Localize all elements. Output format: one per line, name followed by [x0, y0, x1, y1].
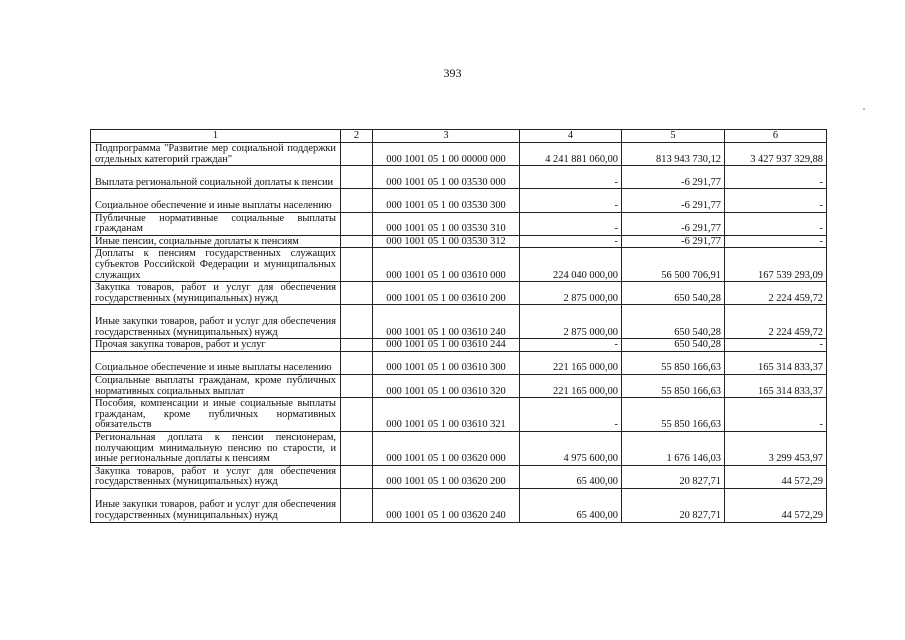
page-number: 393: [443, 66, 462, 80]
table-row: [91, 431, 827, 465]
row-col2-cell: [341, 189, 373, 212]
row-col2-cell: [341, 166, 373, 189]
column-header-4: 4: [520, 130, 622, 143]
budget-code-cell: 000 1001 05 1 00 03620 000: [373, 431, 520, 465]
unexecuted-amount-cell: 3 299 453,97: [725, 431, 827, 465]
approved-amount-cell: 65 400,00: [520, 465, 622, 488]
approved-amount-cell: -: [520, 398, 622, 432]
row-name-cell: Иные пенсии, социальные доплаты к пенсиям: [91, 235, 341, 248]
executed-amount-cell: -6 291,77: [622, 166, 725, 189]
row-name-cell: Иные закупки товаров, работ и услуг для обеспечения государственных (муниципальных) нужд: [91, 305, 341, 339]
executed-amount-cell: 55 850 166,63: [622, 351, 725, 374]
table-row: [91, 143, 827, 166]
table-row: [91, 282, 827, 305]
row-name-cell: Закупка товаров, работ и услуг для обеспечения государственных (муниципальных) нужд: [91, 465, 341, 488]
column-header-5: 5: [622, 130, 725, 143]
table-row: [91, 398, 827, 432]
table-row: [91, 166, 827, 189]
budget-code-cell: 000 1001 05 1 00 03610 240: [373, 305, 520, 339]
budget-code-cell: 000 1001 05 1 00 03530 312: [373, 235, 520, 248]
table-row: [91, 339, 827, 352]
row-name-cell: Публичные нормативные социальные выплаты гражданам: [91, 212, 341, 235]
executed-amount-cell: 650 540,28: [622, 305, 725, 339]
row-col2-cell: [341, 282, 373, 305]
executed-amount-cell: -6 291,77: [622, 189, 725, 212]
row-name-cell: Закупка товаров, работ и услуг для обеспечения государственных (муниципальных) нужд: [91, 282, 341, 305]
row-name-cell: Социальное обеспечение и иные выплаты населению: [91, 189, 341, 212]
unexecuted-amount-cell: 44 572,29: [725, 465, 827, 488]
row-name-cell: Доплаты к пенсиям государственных служащих субъектов Российской Федерации и муниципальных служащих: [91, 248, 341, 282]
row-name-cell: Иные закупки товаров, работ и услуг для обеспечения государственных (муниципальных) нужд: [91, 488, 341, 522]
row-name-cell: Социальные выплаты гражданам, кроме публичных нормативных социальных выплат: [91, 374, 341, 397]
executed-amount-cell: 650 540,28: [622, 339, 725, 352]
table-row: [91, 305, 827, 339]
row-name-cell: Пособия, компенсации и иные социальные выплаты гражданам, кроме публичных нормативных обязательств: [91, 398, 341, 432]
row-name-cell: Выплата региональной социальной доплаты к пенсии: [91, 166, 341, 189]
budget-code-cell: 000 1001 05 1 00 03610 300: [373, 351, 520, 374]
column-header-3: 3: [373, 130, 520, 143]
table-row: [91, 235, 827, 248]
budget-code-cell: 000 1001 05 1 00 03530 000: [373, 166, 520, 189]
unexecuted-amount-cell: -: [725, 235, 827, 248]
column-header-2: 2: [341, 130, 373, 143]
budget-code-cell: 000 1001 05 1 00 03610 200: [373, 282, 520, 305]
budget-table: [90, 129, 827, 523]
executed-amount-cell: 55 850 166,63: [622, 374, 725, 397]
column-header-1: 1: [91, 130, 341, 143]
executed-amount-cell: 20 827,71: [622, 465, 725, 488]
budget-code-cell: 000 1001 05 1 00 03530 310: [373, 212, 520, 235]
row-col2-cell: [341, 351, 373, 374]
approved-amount-cell: 2 875 000,00: [520, 282, 622, 305]
table-body: [91, 143, 827, 523]
approved-amount-cell: 221 165 000,00: [520, 351, 622, 374]
unexecuted-amount-cell: 2 224 459,72: [725, 305, 827, 339]
table-row: [91, 351, 827, 374]
table-row: [91, 248, 827, 282]
unexecuted-amount-cell: -: [725, 166, 827, 189]
approved-amount-cell: 224 040 000,00: [520, 248, 622, 282]
table-row: [91, 374, 827, 397]
table-row: [91, 488, 827, 522]
approved-amount-cell: -: [520, 235, 622, 248]
row-col2-cell: [341, 235, 373, 248]
unexecuted-amount-cell: -: [725, 189, 827, 212]
table-row: [91, 189, 827, 212]
unexecuted-amount-cell: 2 224 459,72: [725, 282, 827, 305]
unexecuted-amount-cell: -: [725, 339, 827, 352]
row-col2-cell: [341, 431, 373, 465]
unexecuted-amount-cell: -: [725, 398, 827, 432]
unexecuted-amount-cell: 165 314 833,37: [725, 351, 827, 374]
approved-amount-cell: -: [520, 166, 622, 189]
row-col2-cell: [341, 248, 373, 282]
scan-artifact: [863, 108, 865, 110]
unexecuted-amount-cell: 3 427 937 329,88: [725, 143, 827, 166]
row-name-cell: Региональная доплата к пенсии пенсионерам, получающим минимальную пенсию по старости, и иные региональные доплаты к пенсиям: [91, 431, 341, 465]
budget-code-cell: 000 1001 05 1 00 03610 321: [373, 398, 520, 432]
approved-amount-cell: 4 975 600,00: [520, 431, 622, 465]
row-name-cell: Социальное обеспечение и иные выплаты населению: [91, 351, 341, 374]
approved-amount-cell: 2 875 000,00: [520, 305, 622, 339]
budget-code-cell: 000 1001 05 1 00 03530 300: [373, 189, 520, 212]
executed-amount-cell: 1 676 146,03: [622, 431, 725, 465]
executed-amount-cell: 55 850 166,63: [622, 398, 725, 432]
row-col2-cell: [341, 465, 373, 488]
row-col2-cell: [341, 143, 373, 166]
row-col2-cell: [341, 398, 373, 432]
unexecuted-amount-cell: 44 572,29: [725, 488, 827, 522]
budget-code-cell: 000 1001 05 1 00 03610 000: [373, 248, 520, 282]
row-col2-cell: [341, 212, 373, 235]
column-header-6: 6: [725, 130, 827, 143]
row-col2-cell: [341, 305, 373, 339]
table-header-row: [91, 130, 827, 143]
executed-amount-cell: 650 540,28: [622, 282, 725, 305]
approved-amount-cell: 4 241 881 060,00: [520, 143, 622, 166]
approved-amount-cell: -: [520, 212, 622, 235]
executed-amount-cell: 813 943 730,12: [622, 143, 725, 166]
approved-amount-cell: -: [520, 189, 622, 212]
executed-amount-cell: 56 500 706,91: [622, 248, 725, 282]
budget-code-cell: 000 1001 05 1 00 03610 244: [373, 339, 520, 352]
row-col2-cell: [341, 339, 373, 352]
unexecuted-amount-cell: -: [725, 212, 827, 235]
table-row: [91, 465, 827, 488]
executed-amount-cell: 20 827,71: [622, 488, 725, 522]
unexecuted-amount-cell: 165 314 833,37: [725, 374, 827, 397]
row-name-cell: Подпрограмма "Развитие мер социальной поддержки отдельных категорий граждан": [91, 143, 341, 166]
budget-code-cell: 000 1001 05 1 00 00000 000: [373, 143, 520, 166]
row-col2-cell: [341, 374, 373, 397]
budget-code-cell: 000 1001 05 1 00 03610 320: [373, 374, 520, 397]
budget-code-cell: 000 1001 05 1 00 03620 240: [373, 488, 520, 522]
executed-amount-cell: -6 291,77: [622, 235, 725, 248]
table-row: [91, 212, 827, 235]
budget-code-cell: 000 1001 05 1 00 03620 200: [373, 465, 520, 488]
approved-amount-cell: 65 400,00: [520, 488, 622, 522]
row-col2-cell: [341, 488, 373, 522]
approved-amount-cell: -: [520, 339, 622, 352]
row-name-cell: Прочая закупка товаров, работ и услуг: [91, 339, 341, 352]
executed-amount-cell: -6 291,77: [622, 212, 725, 235]
approved-amount-cell: 221 165 000,00: [520, 374, 622, 397]
unexecuted-amount-cell: 167 539 293,09: [725, 248, 827, 282]
